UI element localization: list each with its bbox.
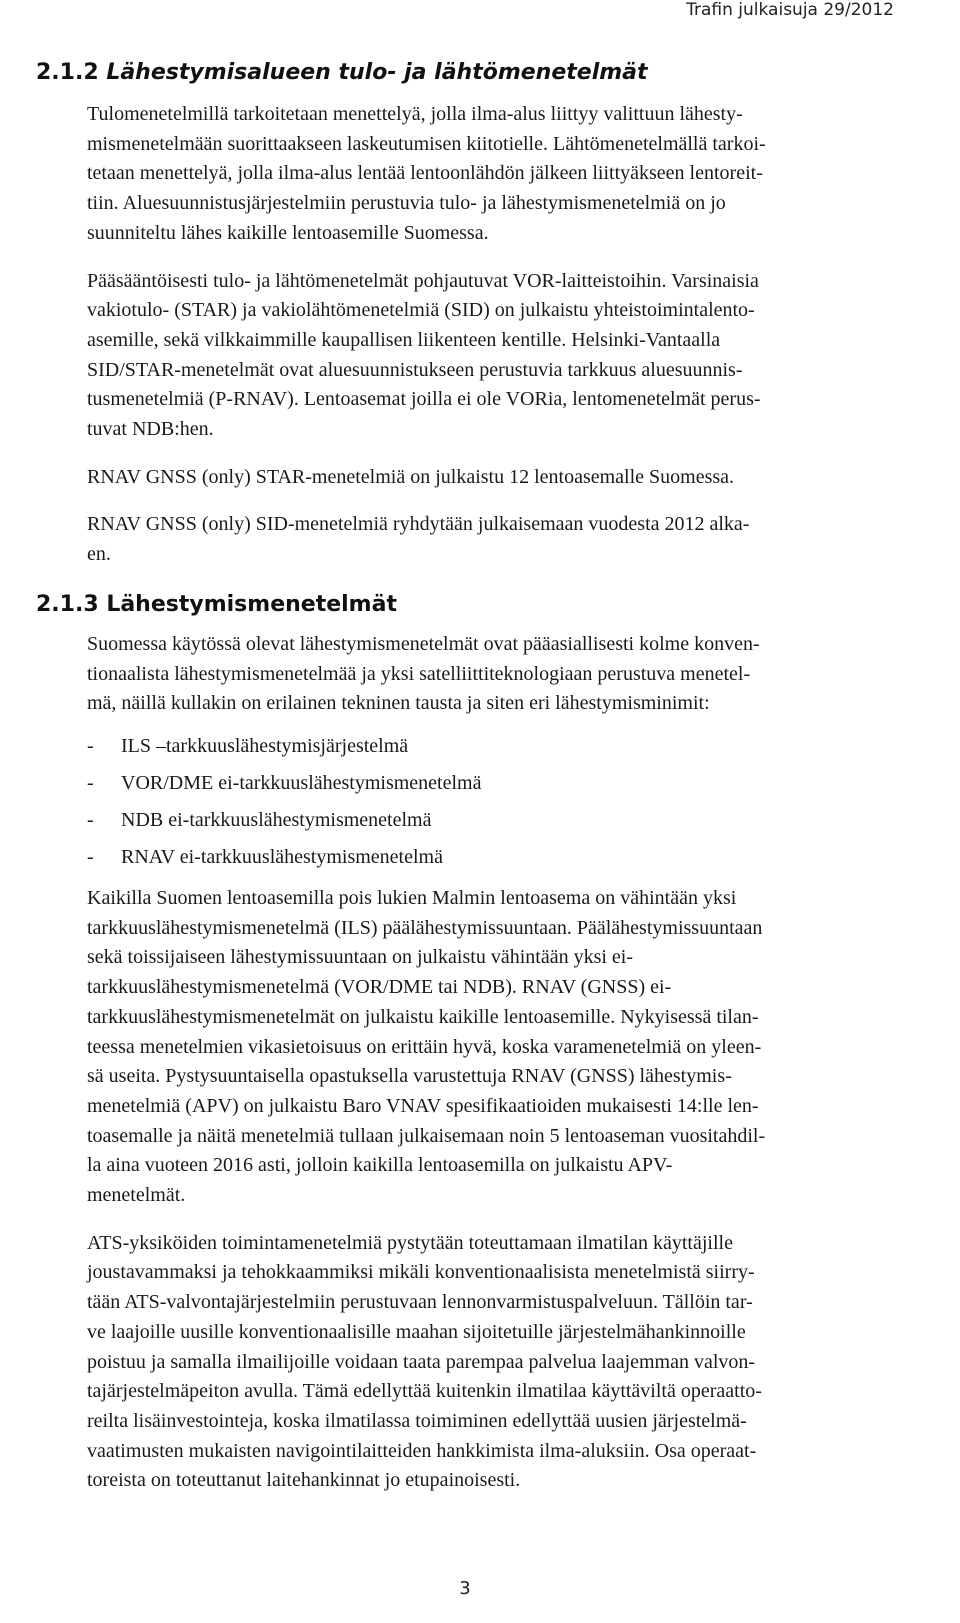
paragraph-line: tusmenetelmiä (P-RNAV). Lentoasemat joilla ei ole VORia, lentomenetelmät perus-	[87, 388, 761, 411]
paragraph-line: Kaikilla Suomen lentoasemilla pois lukien Malmin lentoasema on vähintään yksi	[87, 887, 737, 909]
paragraph-line: sä useita. Pystysuuntaisella opastuksella varustettuja RNAV (GNSS) lähestymis-	[87, 1065, 732, 1088]
paragraph-line: Pääsääntöisesti tulo- ja lähtömenetelmät pohjautuvat VOR-laitteistoihin. Varsinaisia	[87, 269, 759, 292]
paragraph-line: tarkkuuslähestymismenetelmä (VOR/DME tai NDB). RNAV (GNSS) ei-	[87, 976, 672, 999]
paragraph-line: la aina vuoteen 2016 asti, jolloin kaikilla lentoasemilla on julkaistu APV-	[87, 1154, 673, 1177]
section-heading-2-1-2	[36, 60, 648, 85]
paragraph-line: RNAV GNSS (only) STAR-menetelmiä on julkaistu 12 lentoasemalle Suomessa.	[87, 465, 735, 488]
section-2-1-3-body	[87, 884, 929, 1496]
paragraph-line: ve laajoille uusille konventionaalisille maahan sijoitetuille järjestelmähankinnoille	[87, 1320, 746, 1343]
paragraph-line: toasemalle ja näitä menetelmiä tullaan julkaisemaan noin 5 lentoaseman vuositahdil-	[87, 1124, 766, 1147]
paragraph-line: Tulomenetelmillä tarkoitetaan menettelyä, jolla ilma-alus liittyy valittuun lähesty-	[87, 103, 743, 125]
list-item-text: NDB ei-tarkkuuslähestymismenetelmä	[121, 809, 432, 831]
paragraph-line: asemille, sekä vilkkaimmille kaupallisen liikenteen kentille. Helsinki-Vantaalla	[87, 328, 721, 351]
list-item-text: RNAV ei-tarkkuuslähestymismenetelmä	[121, 846, 443, 868]
list-item-text: ILS –tarkkuuslähestymisjärjestelmä	[121, 735, 409, 757]
list-dash: -	[87, 772, 94, 794]
section-title: Lähestymisalueen tulo- ja lähtömenetelmät	[106, 60, 648, 85]
running-header: Trafin julkaisuja 29/2012	[686, 0, 894, 20]
paragraph-line: sekä toissijaiseen lähestymissuuntaan on julkaistu vähintään yksi ei-	[87, 946, 634, 969]
paragraph-line: tarkkuuslähestymismenetelmät on julkaistu kaikille lentoasemille. Nykyisessä tilan-	[87, 1005, 759, 1028]
paragraph-line: tiin. Aluesuunnistusjärjestelmiin perustuvia tulo- ja lähestymismenetelmiä on jo	[87, 192, 726, 215]
list-dash: -	[87, 846, 94, 868]
list-item-text: VOR/DME ei-tarkkuuslähestymismenetelmä	[121, 772, 482, 794]
paragraph-line: tetaan menettelyä, jolla ilma-alus lentää lentoonlähdön jälkeen liittyäkseen lentoreit-	[87, 162, 763, 185]
paragraph-line: mismenetelmään suorittaakseen laskeutumisen kiitotielle. Lähtömenetelmällä tarkoi-	[87, 132, 766, 155]
section-2-1-3-intro	[87, 630, 929, 719]
paragraph-line: menetelmät.	[87, 1184, 186, 1207]
paragraph-line: RNAV GNSS (only) SID-menetelmiä ryhdytään julkaisemaan vuodesta 2012 alka-	[87, 513, 750, 536]
paragraph-line: vaatimusten mukaisten navigointilaitteiden hankkimista ilma-aluksiin. Osa operaat-	[87, 1439, 757, 1462]
paragraph-line: tajärjestelmäpeiton avulla. Tämä edellyttää kuitenkin ilmatilaa käyttäviltä operaatto-	[87, 1380, 762, 1403]
paragraph-line: ATS-yksiköiden toimintamenetelmiä pystytään toteuttamaan ilmatilan käyttäjille	[87, 1231, 733, 1254]
section-number: 2.1.2	[36, 60, 99, 85]
paragraph-line: joustavammaksi ja tehokkaammiksi mikäli konventionaalisista menetelmistä siirry-	[87, 1261, 755, 1284]
paragraph-line: reilta lisäinvestointeja, koska ilmatilassa toimiminen edellyttää uusien järjestelmä-	[87, 1409, 747, 1432]
paragraph-line: toreista on toteuttanut laitehankinnat jo etupainoisesti.	[87, 1469, 521, 1492]
list-dash: -	[87, 735, 94, 757]
list-item	[87, 802, 929, 839]
paragraph-line: tään ATS-valvontajärjestelmiin perustuvaan lennonvarmistuspalveluun. Tällöin tar-	[87, 1291, 753, 1314]
paragraph-line: tionaalista lähestymismenetelmää ja yksi satelliittiteknologiaan perustuva menetel-	[87, 662, 751, 685]
paragraph-line: menetelmiä (APV) on julkaistu Baro VNAV spesifikaatioiden mukaisesti 14:lle len-	[87, 1094, 759, 1117]
list-dash: -	[87, 809, 94, 831]
paragraph-line: Suomessa käytössä olevat lähestymismenetelmät ovat pääasiallisesti kolme konven-	[87, 633, 760, 655]
page-number: 3	[459, 1578, 471, 1599]
paragraph-line: poistuu ja samalla ilmailijoille voidaan taata parempaa palvelua laajemman valvon-	[87, 1350, 756, 1373]
paragraph-line: en.	[87, 543, 111, 566]
list-item	[87, 765, 929, 802]
list-item	[87, 839, 929, 876]
paragraph-line: tarkkuuslähestymismenetelmä (ILS) päälähestymissuuntaan. Päälähestymissuuntaan	[87, 916, 763, 939]
paragraph-line: teessa menetelmien vikasietoisuus on erittäin hyvä, koska varamenetelmiä on yleen-	[87, 1035, 762, 1058]
paragraph-line: tuvat NDB:hen.	[87, 418, 214, 441]
section-heading-2-1-3	[36, 592, 397, 617]
list-item	[87, 728, 929, 765]
paragraph-line: suunniteltu lähes kaikille lentoasemille Suomessa.	[87, 221, 489, 244]
paragraph-line: vakiotulo- (STAR) ja vakiolähtömenetelmiä (SID) on julkaistu yhteistoimintalento-	[87, 299, 755, 322]
paragraph-line: SID/STAR-menetelmät ovat aluesuunnistukseen perustuvia tarkkuus aluesuunnis-	[87, 358, 743, 381]
section-number: 2.1.3	[36, 592, 99, 617]
section-2-1-2-body	[87, 100, 929, 570]
paragraph-line: mä, näillä kullakin on erilainen tekninen tausta ja siten eri lähestymisminimit:	[87, 692, 710, 715]
section-title: Lähestymismenetelmät	[106, 592, 397, 617]
approach-methods-list	[87, 728, 929, 876]
